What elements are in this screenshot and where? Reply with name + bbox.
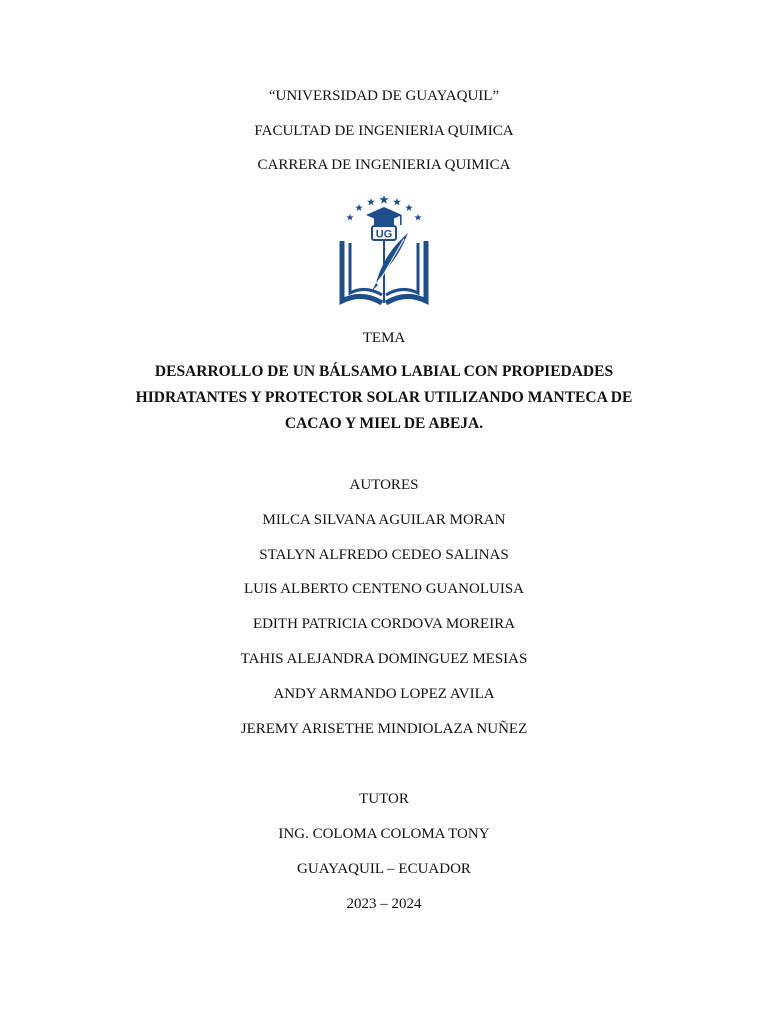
authors-label: AUTORES bbox=[349, 477, 419, 493]
location: GUAYAQUIL – ECUADOR bbox=[297, 861, 471, 877]
topic-title-line-3: CACAO Y MIEL DE ABEJA. bbox=[284, 415, 484, 432]
author-name: ANDY ARMANDO LOPEZ AVILA bbox=[273, 686, 495, 702]
faculty-name: FACULTAD DE INGENIERIA QUIMICA bbox=[254, 123, 514, 139]
author-name: LUIS ALBERTO CENTENO GUANOLUISA bbox=[243, 581, 525, 597]
tutor-name: ING. COLOMA COLOMA TONY bbox=[278, 826, 490, 842]
career-name: CARRERA DE INGENIERIA QUIMICA bbox=[257, 157, 511, 173]
author-name: EDITH PATRICIA CORDOVA MOREIRA bbox=[252, 616, 516, 632]
author-name: STALYN ALFREDO CEDEO SALINAS bbox=[259, 547, 509, 563]
author-name: JEREMY ARISETHE MINDIOLAZA NUÑEZ bbox=[240, 721, 528, 737]
university-logo-icon bbox=[334, 193, 434, 309]
academic-period: 2023 – 2024 bbox=[346, 896, 422, 912]
topic-title-line-2: HIDRATANTES Y PROTECTOR SOLAR UTILIZANDO MANTECA DE bbox=[135, 389, 633, 406]
tutor-label: TUTOR bbox=[359, 791, 409, 807]
author-name: MILCA SILVANA AGUILAR MORAN bbox=[262, 512, 506, 528]
author-name: TAHIS ALEJANDRA DOMINGUEZ MESIAS bbox=[240, 651, 528, 667]
svg-text:UG: UG bbox=[375, 228, 393, 241]
university-name: “UNIVERSIDAD DE GUAYAQUIL” bbox=[268, 88, 500, 104]
topic-label: TEMA bbox=[362, 330, 406, 346]
topic-title-line-1: DESARROLLO DE UN BÁLSAMO LABIAL CON PROPIEDADES bbox=[154, 363, 614, 380]
